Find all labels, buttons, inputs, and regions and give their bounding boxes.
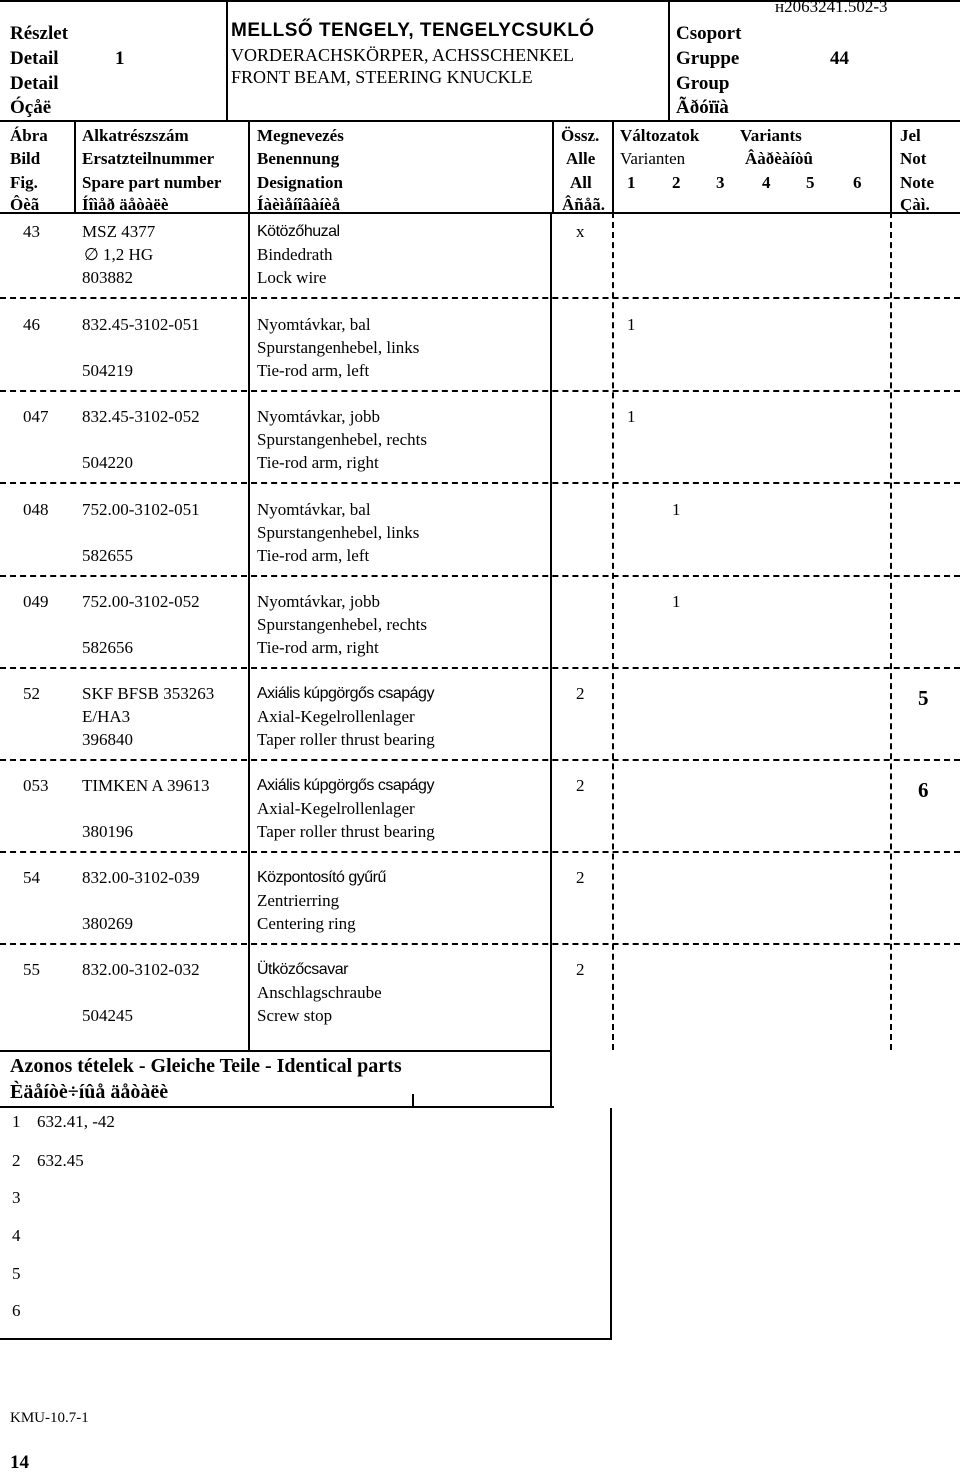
- row-name-de: Spurstangenhebel, links: [257, 523, 420, 542]
- title-de: VORDERACHSKÖRPER, ACHSSCHENKEL: [231, 45, 575, 65]
- row-part-line: E/HA3: [82, 707, 131, 726]
- group-value: 44: [830, 48, 849, 69]
- row-name-de: Spurstangenhebel, rechts: [257, 430, 427, 449]
- detail-value: 1: [115, 48, 125, 69]
- col-variants-de: Varianten: [620, 149, 686, 168]
- group-label-hu: Csoport: [676, 23, 742, 44]
- row-name-en: Taper roller thrust bearing: [257, 730, 435, 749]
- row-separator: [0, 390, 960, 392]
- row-part-line: 803882: [82, 268, 133, 287]
- col-fig-hu: Ábra: [10, 126, 48, 145]
- row-name-hu: Nyomtávkar, jobb: [257, 592, 381, 611]
- row-name-en: Tie-rod arm, left: [257, 361, 370, 380]
- header-top-border: [0, 0, 960, 2]
- col-divider-total: [612, 120, 614, 214]
- row-fig: 55: [23, 960, 40, 979]
- identical-item-number: 4: [12, 1226, 21, 1245]
- variant-number: 4: [762, 173, 771, 192]
- detail-label-en: Detail: [10, 73, 59, 94]
- title-hu: MELLSŐ TENGELY, TENGELYCSUKLÓ: [231, 20, 595, 41]
- col-divider-fig: [74, 120, 76, 214]
- row-part-line: 832.45-3102-051: [82, 315, 200, 334]
- row-part-line: MSZ 4377: [82, 222, 156, 241]
- identical-item-number: 5: [12, 1264, 21, 1283]
- row-name-hu: Nyomtávkar, bal: [257, 500, 371, 519]
- row-part-line: 582656: [82, 638, 133, 657]
- col-note-ru: Çàì.: [900, 195, 930, 214]
- body-divider-designation: [550, 212, 552, 1050]
- row-fig: 54: [23, 868, 40, 887]
- col-divider-part: [248, 120, 250, 214]
- col-designation-ru: Íàèìåíîâàíèå: [257, 195, 341, 214]
- row-part-line: 832.00-3102-032: [82, 960, 200, 979]
- row-fig: 46: [23, 315, 40, 334]
- row-part-line: SKF BFSB 353263: [82, 684, 215, 703]
- row-fig: 053: [23, 776, 49, 795]
- identical-box-top: [0, 1050, 552, 1052]
- row-name-en: Taper roller thrust bearing: [257, 822, 435, 841]
- col-designation-de: Benennung: [257, 149, 340, 168]
- row-note: 6: [918, 778, 929, 802]
- col-variants-ru: Âàðèàíòû: [745, 149, 813, 168]
- row-name-de: Zentrierring: [257, 891, 340, 910]
- col-divider-designation: [552, 120, 554, 214]
- row-separator: [0, 851, 960, 853]
- row-total: 2: [576, 776, 585, 795]
- row-name-hu: Kötözőhuzal: [257, 223, 340, 240]
- col-designation-hu: Megnevezés: [257, 126, 344, 145]
- row-variant-qty: 1: [627, 407, 636, 426]
- col-part-ru: Íîìåð äåòàëè: [82, 195, 169, 214]
- title-en: FRONT BEAM, STEERING KNUCKLE: [231, 67, 533, 87]
- detail-label-ru: Óçåë: [10, 97, 52, 118]
- row-name-hu: Axiális kúpgörgős csapágy: [257, 685, 434, 702]
- row-name-de: Bindedrath: [257, 245, 333, 264]
- row-name-en: Tie-rod arm, right: [257, 638, 379, 657]
- col-fig-en: Fig.: [10, 173, 38, 192]
- row-separator: [0, 297, 960, 299]
- variant-number: 2: [672, 173, 681, 192]
- identical-parts-title-ru: Èäåíòè÷íûå äåòàëè: [10, 1081, 169, 1103]
- row-part-line: 582655: [82, 546, 133, 565]
- variant-number: 6: [853, 173, 862, 192]
- row-name-de: Spurstangenhebel, rechts: [257, 615, 427, 634]
- row-separator: [0, 482, 960, 484]
- col-variants-hu: Változatok: [620, 126, 700, 145]
- col-part-hu: Alkatrészszám: [82, 126, 189, 145]
- row-separator: [0, 759, 960, 761]
- group-label-en: Group: [676, 73, 730, 94]
- col-designation-en: Designation: [257, 173, 343, 192]
- row-part-line: 504245: [82, 1006, 133, 1025]
- row-separator: [0, 943, 960, 945]
- row-fig: 048: [23, 500, 49, 519]
- group-label-ru: Ãðóïïà: [676, 97, 729, 118]
- identical-item-number: 3: [12, 1188, 21, 1207]
- detail-label-hu: Részlet: [10, 23, 69, 44]
- footer-code: KMU-10.7-1: [10, 1410, 89, 1426]
- row-fig: 52: [23, 684, 40, 703]
- row-name-en: Screw stop: [257, 1006, 333, 1025]
- row-name-hu: Nyomtávkar, bal: [257, 315, 371, 334]
- row-name-hu: Központosító gyűrű: [257, 869, 386, 886]
- row-name-en: Tie-rod arm, right: [257, 453, 379, 472]
- row-name-en: Centering ring: [257, 914, 356, 933]
- row-variant-qty: 1: [672, 500, 681, 519]
- row-name-de: Axial-Kegelrollenlager: [257, 799, 415, 818]
- body-divider-variants: [890, 212, 892, 1050]
- row-part-line: 380269: [82, 914, 133, 933]
- row-name-en: Tie-rod arm, left: [257, 546, 370, 565]
- row-total: x: [576, 222, 585, 241]
- row-part-line: 504220: [82, 453, 133, 472]
- row-separator: [0, 575, 960, 577]
- row-note: 5: [918, 686, 929, 710]
- identical-parts-title: Azonos tételek - Gleiche Teile - Identical parts: [10, 1055, 402, 1077]
- row-part-line: 832.00-3102-039: [82, 868, 200, 887]
- variant-number: 1: [627, 173, 636, 192]
- identical-item-number: 2: [12, 1151, 21, 1170]
- identical-item-value: 632.41, -42: [37, 1112, 115, 1131]
- col-total-hu: Össz.: [561, 126, 600, 145]
- row-part-line: TIMKEN A 39613: [82, 776, 210, 795]
- col-divider-variants: [890, 120, 892, 214]
- header-divider-2: [668, 0, 670, 122]
- col-note-hu: Jel: [900, 126, 921, 145]
- identical-box-right: [610, 1108, 612, 1340]
- row-part-line: ∅ 1,2 HG: [84, 245, 154, 264]
- identical-item-number: 6: [12, 1301, 21, 1320]
- row-name-hu: Nyomtávkar, jobb: [257, 407, 381, 426]
- identical-box-bottom: [0, 1338, 612, 1340]
- col-fig-de: Bild: [10, 149, 41, 168]
- row-fig: 047: [23, 407, 49, 426]
- row-total: 2: [576, 960, 585, 979]
- row-separator: [0, 667, 960, 669]
- col-part-de: Ersatzteilnummer: [82, 149, 215, 168]
- row-name-en: Lock wire: [257, 268, 327, 287]
- col-total-en: All: [570, 173, 592, 192]
- header-bottom-border: [0, 120, 960, 122]
- col-total-de: Alle: [566, 149, 596, 168]
- row-part-line: 752.00-3102-051: [82, 500, 200, 519]
- col-note-en: Note: [900, 173, 934, 192]
- col-part-en: Spare part number: [82, 173, 222, 192]
- identical-title-underline: [10, 1106, 414, 1108]
- row-variant-qty: 1: [627, 315, 636, 334]
- row-part-line: 396840: [82, 730, 133, 749]
- row-name-de: Spurstangenhebel, links: [257, 338, 420, 357]
- row-part-line: 832.45-3102-052: [82, 407, 200, 426]
- row-total: 2: [576, 684, 585, 703]
- row-name-de: Axial-Kegelrollenlager: [257, 707, 415, 726]
- variant-number: 5: [806, 173, 815, 192]
- identical-box-right-upper: [550, 1050, 552, 1108]
- row-variant-qty: 1: [672, 592, 681, 611]
- variant-number: 3: [716, 173, 725, 192]
- group-label-de: Gruppe: [676, 48, 740, 69]
- row-name-hu: Ütközőcsavar: [257, 961, 348, 978]
- header-divider-1: [226, 0, 228, 122]
- body-divider-part: [248, 212, 250, 1050]
- row-total: 2: [576, 868, 585, 887]
- row-name-hu: Axiális kúpgörgős csapágy: [257, 777, 434, 794]
- col-total-ru: Âñåã.: [562, 195, 605, 214]
- body-divider-total: [612, 212, 614, 1050]
- row-part-line: 752.00-3102-052: [82, 592, 200, 611]
- row-fig: 049: [23, 592, 49, 611]
- identical-item-value: 632.45: [37, 1151, 84, 1170]
- row-fig: 43: [23, 222, 40, 241]
- col-variants-en: Variants: [740, 126, 802, 145]
- col-note-de: Not: [900, 149, 927, 168]
- detail-label-de: Detail: [10, 48, 59, 69]
- document-number: н2063241.502-3: [775, 0, 888, 16]
- row-part-line: 380196: [82, 822, 133, 841]
- col-fig-ru: Ôèã: [10, 195, 40, 214]
- row-name-de: Anschlagschraube: [257, 983, 382, 1002]
- identical-item-number: 1: [12, 1112, 21, 1131]
- row-part-line: 504219: [82, 361, 133, 380]
- page-number: 14: [10, 1452, 29, 1473]
